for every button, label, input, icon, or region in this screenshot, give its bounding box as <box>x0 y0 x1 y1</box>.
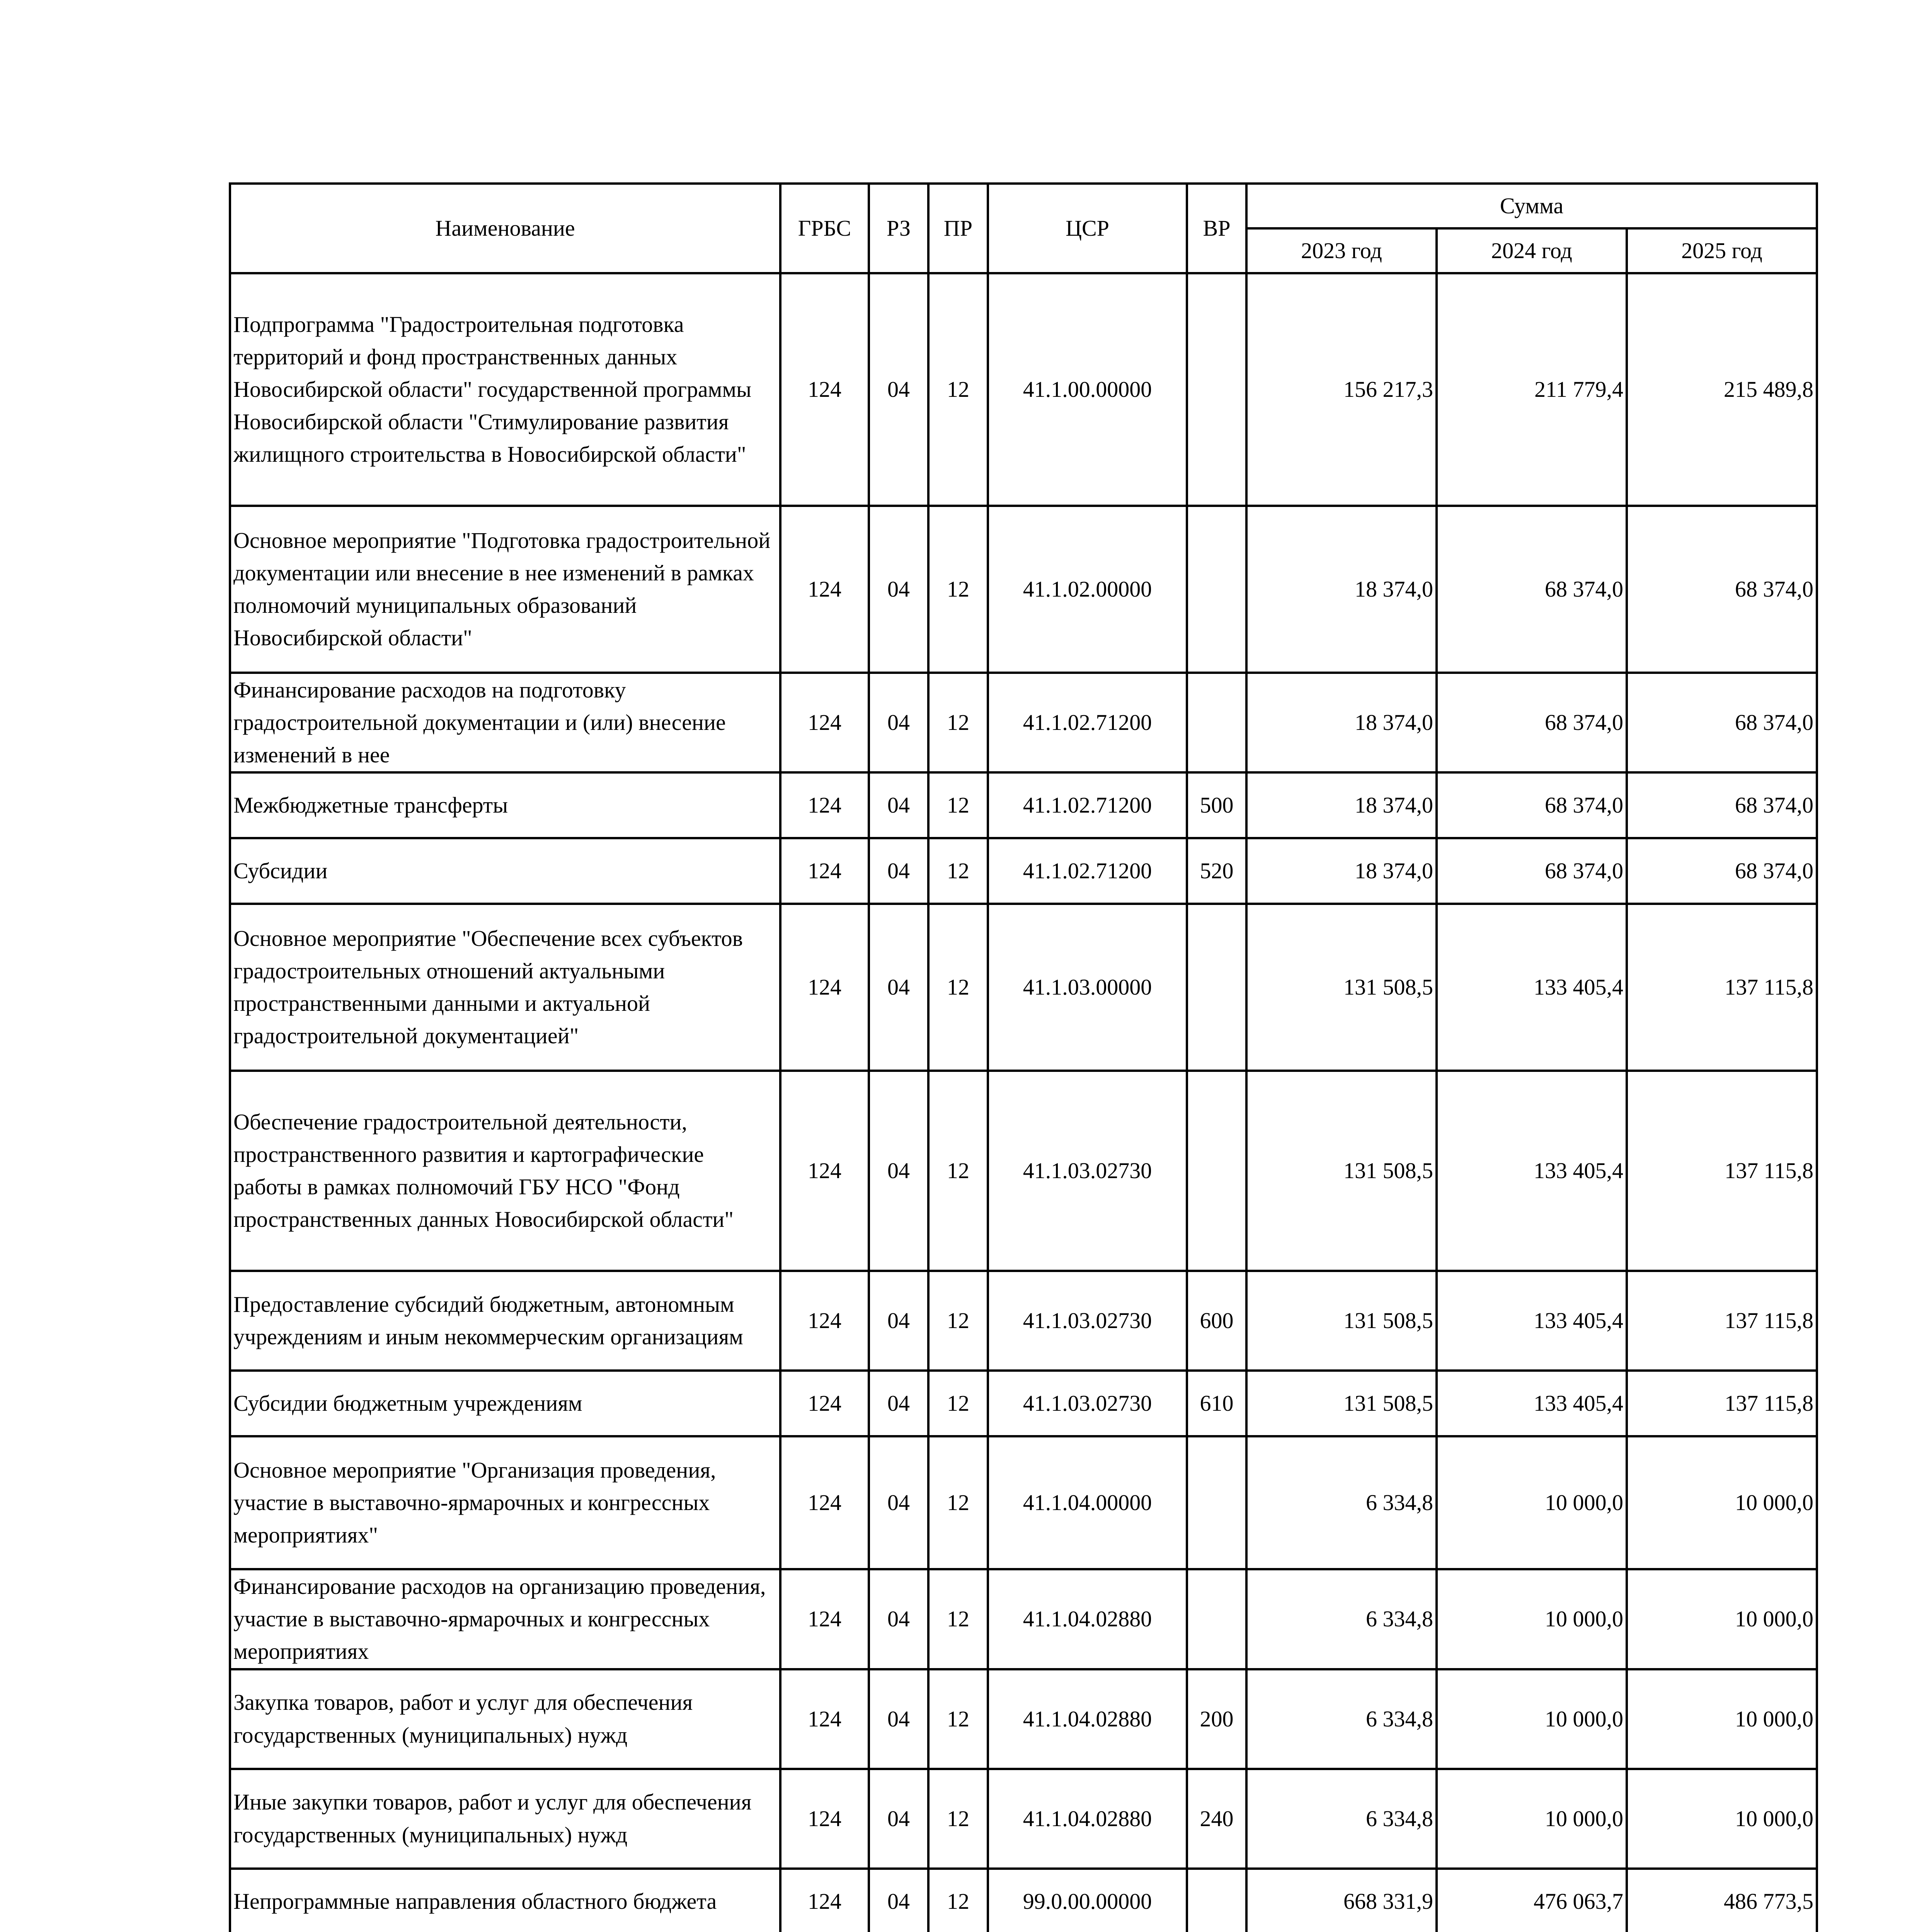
cell-name: Финансирование расходов на подготовку градостроительной документации и (или) внесение изменений в нее <box>230 673 780 772</box>
budget-table <box>229 182 1818 1932</box>
cell-csr: 99.0.00.00000 <box>988 1869 1187 1932</box>
cell-vr: 240 <box>1187 1769 1246 1869</box>
cell-sum-2023: 18 374,0 <box>1246 772 1437 838</box>
cell-grbs: 124 <box>780 838 869 904</box>
cell-grbs: 124 <box>780 1271 869 1371</box>
cell-name: Иные закупки товаров, работ и услуг для обеспечения государственных (муниципальных) нужд <box>230 1769 780 1869</box>
cell-csr: 41.1.04.00000 <box>988 1436 1187 1569</box>
cell-rz: 04 <box>869 772 928 838</box>
header-year-2025: 2025 год <box>1627 228 1817 273</box>
cell-sum-2024: 10 000,0 <box>1437 1569 1627 1669</box>
cell-vr: 500 <box>1187 772 1246 838</box>
cell-vr <box>1187 1569 1246 1669</box>
header-csr: ЦСР <box>988 184 1187 273</box>
cell-name: Закупка товаров, работ и услуг для обеспечения государственных (муниципальных) нужд <box>230 1669 780 1769</box>
cell-sum-2025: 10 000,0 <box>1627 1769 1817 1869</box>
cell-sum-2024: 133 405,4 <box>1437 1371 1627 1436</box>
cell-sum-2023: 18 374,0 <box>1246 673 1437 772</box>
cell-name: Финансирование расходов на организацию проведения, участие в выставочно-ярмарочных и конгрессных мероприятиях <box>230 1569 780 1669</box>
header-pr: ПР <box>928 184 988 273</box>
cell-rz: 04 <box>869 506 928 673</box>
cell-rz: 04 <box>869 1569 928 1669</box>
cell-rz: 04 <box>869 1769 928 1869</box>
header-year-2024: 2024 год <box>1437 228 1627 273</box>
table-body <box>230 273 1817 1932</box>
table-row <box>230 1436 1817 1569</box>
cell-csr: 41.1.02.71200 <box>988 838 1187 904</box>
cell-sum-2024: 10 000,0 <box>1437 1436 1627 1569</box>
table-row <box>230 1371 1817 1436</box>
cell-pr: 12 <box>928 1371 988 1436</box>
cell-sum-2025: 68 374,0 <box>1627 673 1817 772</box>
header-grbs: ГРБС <box>780 184 869 273</box>
cell-pr: 12 <box>928 838 988 904</box>
cell-sum-2023: 131 508,5 <box>1246 1271 1437 1371</box>
cell-sum-2025: 68 374,0 <box>1627 838 1817 904</box>
cell-pr: 12 <box>928 1769 988 1869</box>
cell-rz: 04 <box>869 1271 928 1371</box>
cell-pr: 12 <box>928 1271 988 1371</box>
cell-sum-2025: 486 773,5 <box>1627 1869 1817 1932</box>
cell-name: Основное мероприятие "Подготовка градостроительной документации или внесение в нее изменений в рамках полномочий муниципальных образований Новосибирской области" <box>230 506 780 673</box>
table-row <box>230 1869 1817 1932</box>
cell-vr: 600 <box>1187 1271 1246 1371</box>
cell-vr <box>1187 904 1246 1071</box>
table-row <box>230 273 1817 506</box>
cell-csr: 41.1.02.00000 <box>988 506 1187 673</box>
cell-rz: 04 <box>869 1869 928 1932</box>
cell-sum-2023: 6 334,8 <box>1246 1436 1437 1569</box>
cell-sum-2023: 18 374,0 <box>1246 838 1437 904</box>
cell-sum-2024: 10 000,0 <box>1437 1769 1627 1869</box>
cell-rz: 04 <box>869 1071 928 1271</box>
cell-csr: 41.1.02.71200 <box>988 772 1187 838</box>
table-row <box>230 1669 1817 1769</box>
cell-pr: 12 <box>928 1436 988 1569</box>
cell-grbs: 124 <box>780 904 869 1071</box>
cell-pr: 12 <box>928 904 988 1071</box>
cell-pr: 12 <box>928 673 988 772</box>
cell-sum-2024: 10 000,0 <box>1437 1669 1627 1769</box>
cell-rz: 04 <box>869 904 928 1071</box>
cell-sum-2025: 10 000,0 <box>1627 1436 1817 1569</box>
cell-rz: 04 <box>869 1669 928 1769</box>
cell-pr: 12 <box>928 1669 988 1769</box>
cell-csr: 41.1.04.02880 <box>988 1769 1187 1869</box>
header-name: Наименование <box>230 184 780 273</box>
cell-grbs: 124 <box>780 1769 869 1869</box>
header-year-2023: 2023 год <box>1246 228 1437 273</box>
cell-pr: 12 <box>928 1071 988 1271</box>
cell-name: Подпрограмма "Градостроительная подготовка территорий и фонд пространственных данных Новосибирской области" государственной программы Новосибирской области "Стимулирование развития жилищного строительства в Новосибирской области" <box>230 273 780 506</box>
cell-rz: 04 <box>869 673 928 772</box>
cell-vr <box>1187 1071 1246 1271</box>
cell-sum-2024: 68 374,0 <box>1437 506 1627 673</box>
cell-vr <box>1187 1869 1246 1932</box>
cell-rz: 04 <box>869 1371 928 1436</box>
cell-pr: 12 <box>928 273 988 506</box>
cell-name: Основное мероприятие "Организация проведения, участие в выставочно-ярмарочных и конгрессных мероприятиях" <box>230 1436 780 1569</box>
cell-vr: 200 <box>1187 1669 1246 1769</box>
header-row-top <box>230 184 1817 228</box>
cell-grbs: 124 <box>780 506 869 673</box>
cell-sum-2023: 18 374,0 <box>1246 506 1437 673</box>
cell-sum-2024: 68 374,0 <box>1437 838 1627 904</box>
cell-grbs: 124 <box>780 1869 869 1932</box>
cell-sum-2023: 131 508,5 <box>1246 1071 1437 1271</box>
cell-grbs: 124 <box>780 673 869 772</box>
cell-sum-2024: 476 063,7 <box>1437 1869 1627 1932</box>
cell-rz: 04 <box>869 273 928 506</box>
cell-sum-2025: 137 115,8 <box>1627 904 1817 1071</box>
cell-pr: 12 <box>928 506 988 673</box>
cell-sum-2025: 10 000,0 <box>1627 1669 1817 1769</box>
header-sum: Сумма <box>1246 184 1817 228</box>
cell-csr: 41.1.03.02730 <box>988 1371 1187 1436</box>
cell-csr: 41.1.02.71200 <box>988 673 1187 772</box>
cell-sum-2023: 6 334,8 <box>1246 1769 1437 1869</box>
cell-grbs: 124 <box>780 1371 869 1436</box>
cell-name: Субсидии бюджетным учреждениям <box>230 1371 780 1436</box>
cell-grbs: 124 <box>780 273 869 506</box>
cell-vr <box>1187 506 1246 673</box>
cell-name: Непрограммные направления областного бюджета <box>230 1869 780 1932</box>
cell-sum-2025: 215 489,8 <box>1627 273 1817 506</box>
cell-sum-2025: 137 115,8 <box>1627 1271 1817 1371</box>
table-row <box>230 1569 1817 1669</box>
cell-rz: 04 <box>869 838 928 904</box>
cell-sum-2024: 68 374,0 <box>1437 772 1627 838</box>
cell-grbs: 124 <box>780 1071 869 1271</box>
cell-csr: 41.1.00.00000 <box>988 273 1187 506</box>
table-row <box>230 506 1817 673</box>
cell-csr: 41.1.04.02880 <box>988 1669 1187 1769</box>
cell-sum-2024: 133 405,4 <box>1437 1271 1627 1371</box>
table-row <box>230 904 1817 1071</box>
cell-name: Предоставление субсидий бюджетным, автономным учреждениям и иным некоммерческим организациям <box>230 1271 780 1371</box>
cell-name: Основное мероприятие "Обеспечение всех субъектов градостроительных отношений актуальными пространственными данными и актуальной градостроительной документацией" <box>230 904 780 1071</box>
cell-vr <box>1187 1436 1246 1569</box>
cell-sum-2025: 68 374,0 <box>1627 772 1817 838</box>
cell-vr: 520 <box>1187 838 1246 904</box>
cell-name: Субсидии <box>230 838 780 904</box>
cell-sum-2024: 211 779,4 <box>1437 273 1627 506</box>
cell-grbs: 124 <box>780 1669 869 1769</box>
cell-grbs: 124 <box>780 1569 869 1669</box>
cell-sum-2023: 6 334,8 <box>1246 1569 1437 1669</box>
cell-csr: 41.1.03.00000 <box>988 904 1187 1071</box>
cell-sum-2024: 133 405,4 <box>1437 1071 1627 1271</box>
cell-sum-2025: 137 115,8 <box>1627 1371 1817 1436</box>
table-row <box>230 772 1817 838</box>
table-row <box>230 673 1817 772</box>
table-header <box>230 184 1817 273</box>
cell-vr <box>1187 273 1246 506</box>
cell-sum-2024: 133 405,4 <box>1437 904 1627 1071</box>
header-rz: РЗ <box>869 184 928 273</box>
cell-csr: 41.1.03.02730 <box>988 1271 1187 1371</box>
cell-sum-2025: 68 374,0 <box>1627 506 1817 673</box>
cell-sum-2023: 131 508,5 <box>1246 1371 1437 1436</box>
header-vr: ВР <box>1187 184 1246 273</box>
table-row <box>230 1769 1817 1869</box>
cell-name: Обеспечение градостроительной деятельности, пространственного развития и картографические работы в рамках полномочий ГБУ НСО "Фонд пространственных данных Новосибирской области" <box>230 1071 780 1271</box>
cell-vr: 610 <box>1187 1371 1246 1436</box>
cell-vr <box>1187 673 1246 772</box>
cell-sum-2025: 137 115,8 <box>1627 1071 1817 1271</box>
cell-grbs: 124 <box>780 1436 869 1569</box>
cell-rz: 04 <box>869 1436 928 1569</box>
cell-grbs: 124 <box>780 772 869 838</box>
table-row <box>230 1071 1817 1271</box>
cell-csr: 41.1.04.02880 <box>988 1569 1187 1669</box>
cell-sum-2023: 6 334,8 <box>1246 1669 1437 1769</box>
table-row <box>230 1271 1817 1371</box>
cell-pr: 12 <box>928 1569 988 1669</box>
cell-sum-2023: 131 508,5 <box>1246 904 1437 1071</box>
cell-sum-2024: 68 374,0 <box>1437 673 1627 772</box>
cell-sum-2025: 10 000,0 <box>1627 1569 1817 1669</box>
cell-pr: 12 <box>928 1869 988 1932</box>
cell-pr: 12 <box>928 772 988 838</box>
cell-sum-2023: 156 217,3 <box>1246 273 1437 506</box>
cell-csr: 41.1.03.02730 <box>988 1071 1187 1271</box>
table-row <box>230 838 1817 904</box>
cell-sum-2023: 668 331,9 <box>1246 1869 1437 1932</box>
cell-name: Межбюджетные трансферты <box>230 772 780 838</box>
